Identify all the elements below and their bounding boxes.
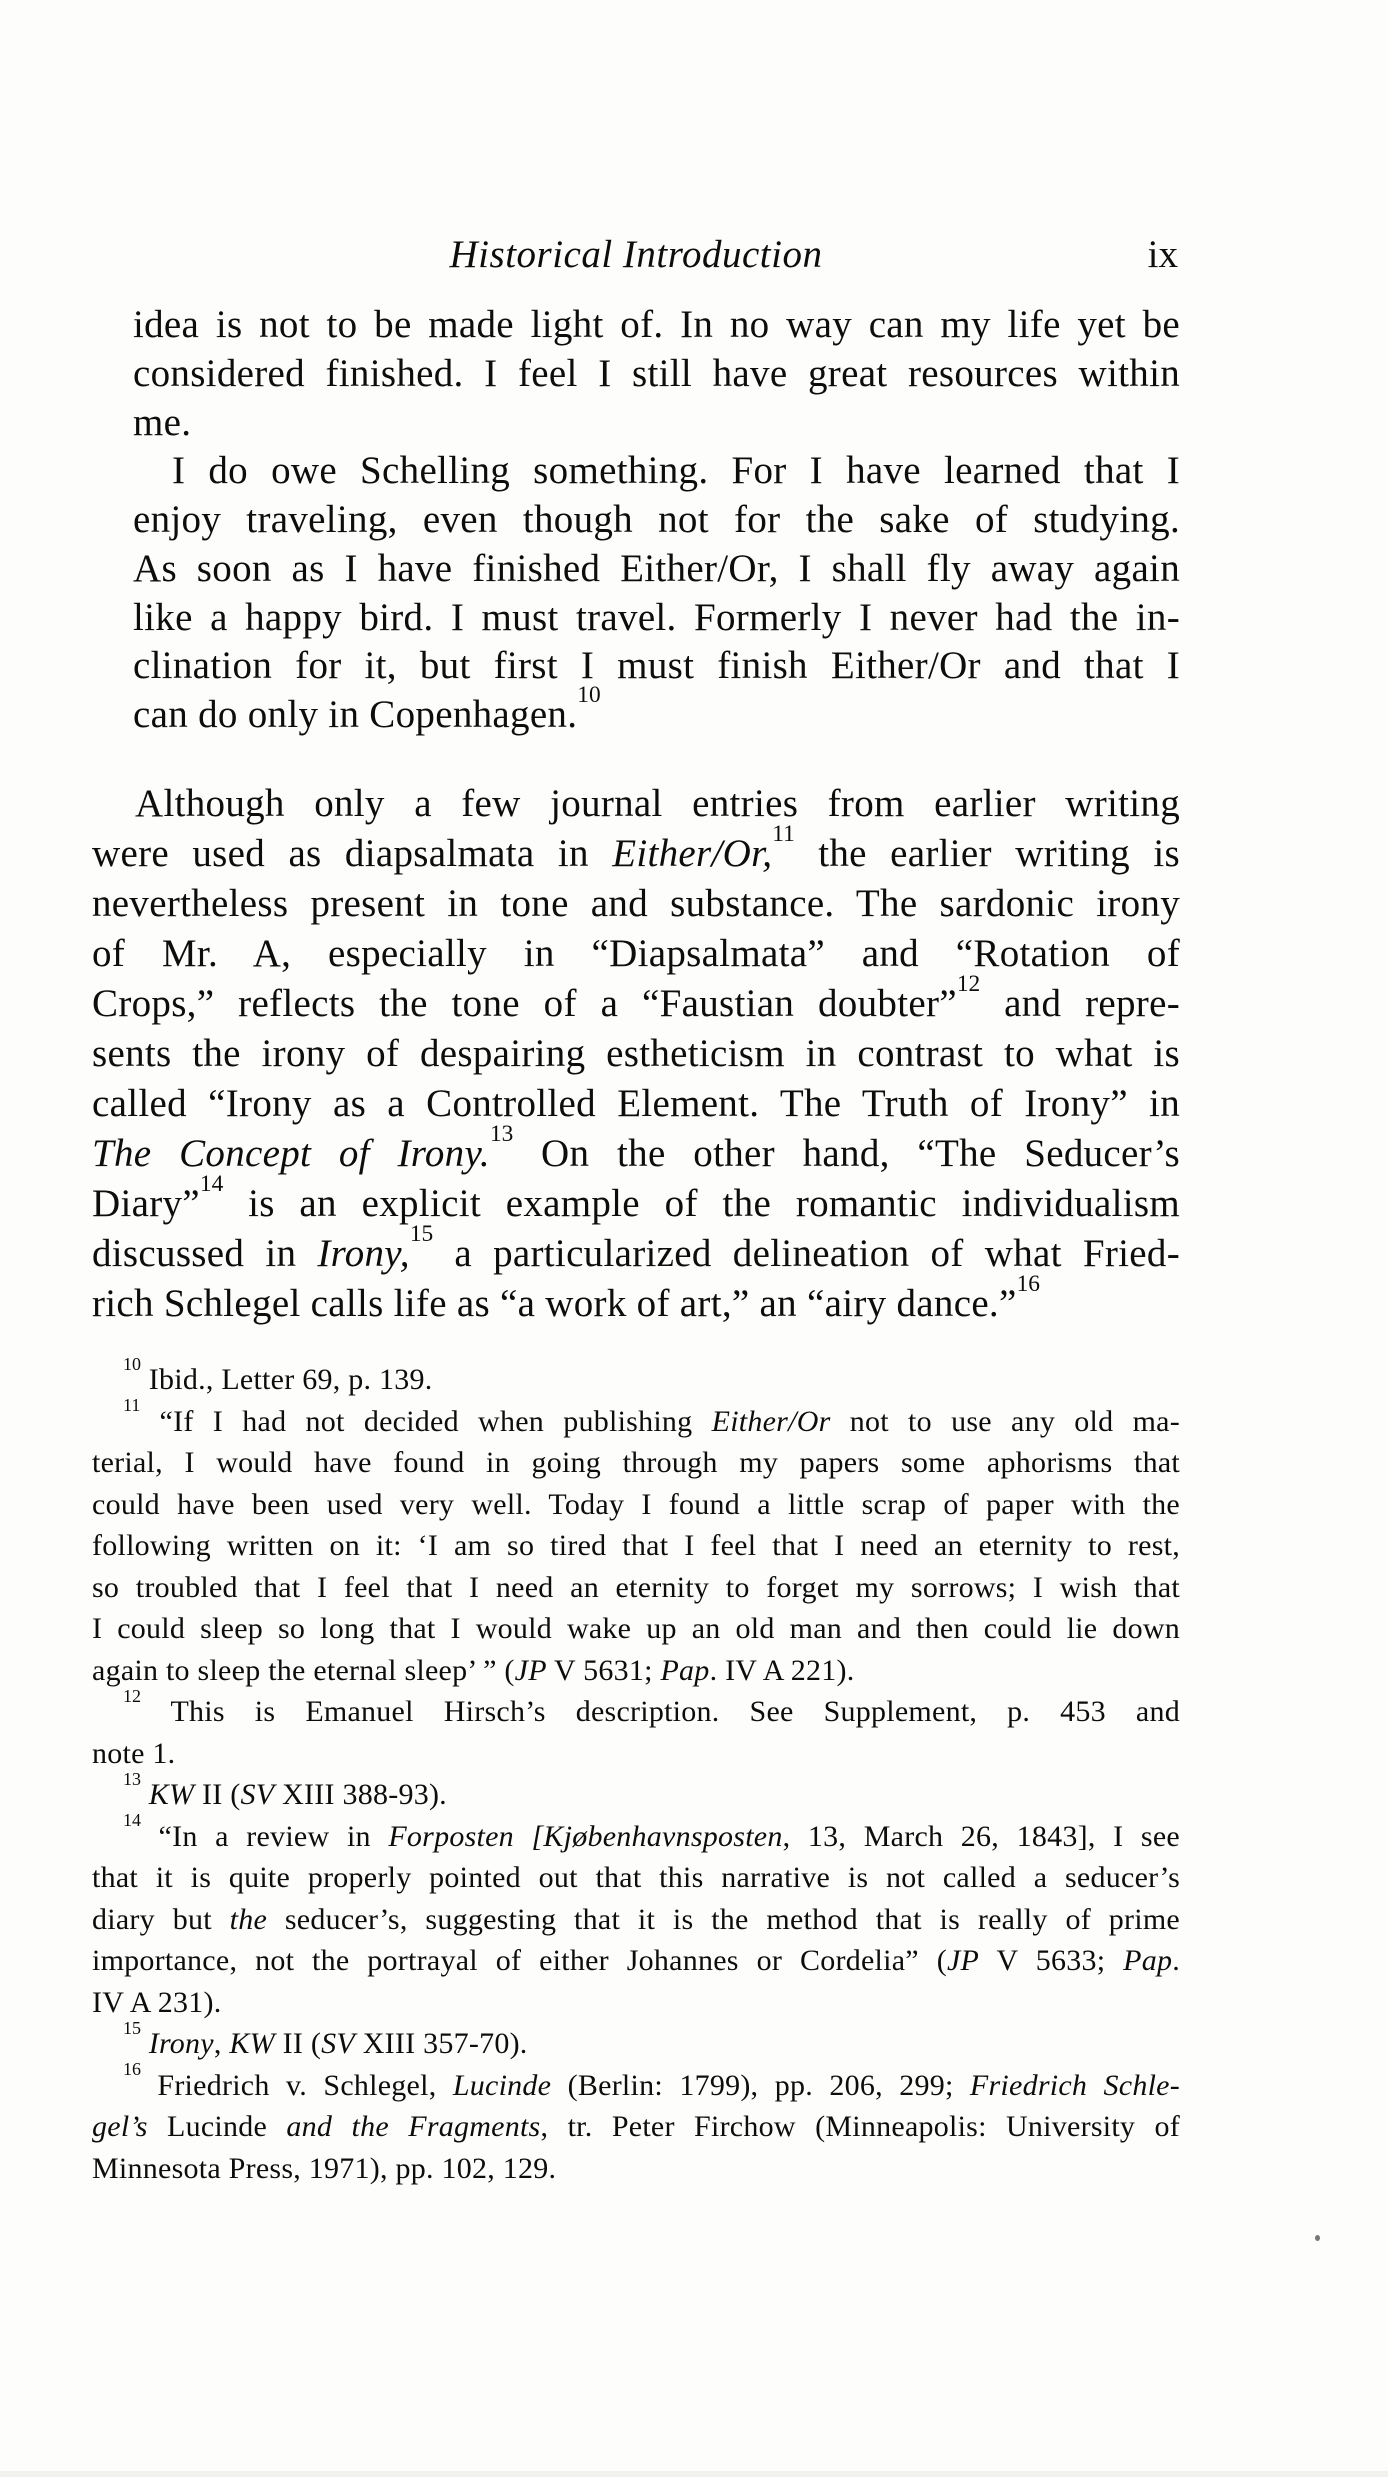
footnote-line [92, 1810, 1180, 1858]
text-run: again to sleep the eternal sleep’ ” ( [92, 1653, 515, 1687]
text-run: a particularized delineation of what Fried- [433, 1232, 1180, 1275]
text-run: “If I had not decided when publishing [140, 1404, 712, 1438]
text-run: On the other hand, “The Seducer’s [513, 1132, 1180, 1175]
italic-text: Friedrich Schle- [969, 2068, 1180, 2102]
text-run: could have been used very well. Today I found a little scrap of paper with the [92, 1487, 1180, 1521]
body-line [92, 1029, 1180, 1079]
italic-text: SV [240, 1778, 275, 1811]
italic-text: JP [514, 1653, 547, 1687]
body-line [92, 1079, 1180, 1129]
text-run [141, 2027, 149, 2060]
text-run: idea is not to be made light of. In no way can my life yet be [133, 303, 1180, 346]
footnote-line [92, 1685, 1180, 1733]
footnote-line [92, 1353, 1180, 1401]
text-run: sents the irony of despairing estheticism in contrast to what is [92, 1032, 1180, 1075]
text-run: nevertheless present in tone and substance. The sardonic irony [92, 882, 1180, 925]
footnote-reference: 10 [577, 682, 601, 709]
footnote-reference: 16 [1016, 1271, 1040, 1298]
text-run: . [1172, 1944, 1180, 1977]
text-run: This is Emanuel Hirsch’s description. See Supplement, p. 453 and [141, 1695, 1180, 1728]
running-head [92, 232, 1180, 278]
footnote-reference: 10 [123, 1353, 141, 1374]
quote-line [133, 496, 1180, 545]
text-run: of Mr. A, especially in “Diapsalmata” and “Rotation of [92, 932, 1180, 975]
footnote-reference: 12 [123, 1685, 141, 1706]
text-run: diary but [92, 1902, 230, 1936]
body-line [92, 971, 1180, 1029]
text-run [141, 1778, 149, 1811]
text-run: considered finished. I feel I still have great resources within [133, 351, 1180, 395]
text-run: Minnesota Press, 1971), pp. 102, 129. [92, 2151, 557, 2185]
footnote-line [92, 1567, 1180, 1609]
text-run: XIII 357-70). [354, 2027, 528, 2060]
quote-line [133, 399, 1180, 448]
footnote-line [92, 1733, 1180, 1775]
footnote-line [92, 1395, 1180, 1443]
footnote-line [92, 1608, 1180, 1650]
footnote-reference: 14 [199, 1171, 224, 1198]
text-run: V 5631; [546, 1653, 661, 1687]
block-quote [133, 301, 1180, 740]
text-run: , 13, March 26, 1843], I see [782, 1819, 1180, 1853]
quote-line [133, 545, 1180, 594]
footnote-reference: 13 [489, 1121, 514, 1148]
footnote-line [92, 1940, 1180, 1982]
footnote-reference: 13 [123, 1768, 141, 1789]
body-line [92, 929, 1180, 979]
footnote-line [92, 2017, 1180, 2065]
footnote-line [92, 1650, 1180, 1692]
footnote-reference: 15 [123, 2017, 141, 2038]
text-run: the earlier writing is [794, 832, 1180, 875]
footnote-reference: 12 [956, 971, 981, 998]
italic-text: KW [148, 1778, 195, 1811]
page-bottom-edge [0, 2471, 1388, 2477]
text-run: like a happy bird. I must travel. Formerly I never had the in- [133, 595, 1180, 639]
text-run: clination for it, but first I must finish Either/Or and that I [133, 644, 1180, 688]
italic-text: Irony [148, 2027, 214, 2060]
text-run: Crops,” reflects the tone of a “Faustian doubter” [92, 982, 957, 1025]
italic-text: Either/Or [711, 1404, 831, 1438]
body-line [92, 1271, 1180, 1329]
text-run: not to use any old ma- [830, 1404, 1180, 1438]
italic-text: Pap [1123, 1944, 1173, 1977]
text-run: As soon as I have finished Either/Or, I shall fly away again [133, 546, 1180, 590]
main-text [92, 779, 1180, 1329]
text-run: is an explicit example of the romantic individualism [223, 1182, 1180, 1225]
italic-text: KW [229, 2027, 275, 2060]
quote-line [133, 642, 1180, 691]
footnote-reference: 11 [772, 821, 795, 848]
italic-text: the [229, 1902, 268, 1936]
text-run: called “Irony as a Controlled Element. The Truth of Irony” in [92, 1082, 1180, 1125]
body-line [92, 879, 1180, 929]
text-run: Ibid., Letter 69, p. 139. [141, 1363, 433, 1396]
footnote-line [92, 1525, 1180, 1567]
italic-text: Pap [660, 1653, 710, 1687]
body-line [92, 779, 1180, 829]
text-run: note 1. [92, 1736, 176, 1770]
quote-line [133, 682, 1180, 740]
footnote-line [92, 1899, 1180, 1941]
footnote-line [92, 2148, 1180, 2190]
italic-text: Either/Or, [612, 832, 773, 875]
footnote-reference: 14 [123, 1810, 141, 1831]
footnote-reference: 16 [123, 2059, 141, 2080]
quote-line [133, 447, 1180, 496]
text-run: “In a review in [141, 1819, 389, 1853]
text-run: so troubled that I feel that I need an eternity to forget my sorrows; I wish that [92, 1570, 1180, 1604]
page-number: ix [1147, 233, 1178, 276]
running-head-title: Historical Introduction [449, 233, 823, 276]
italic-text: JP [946, 1944, 980, 1977]
scan-artifact [1315, 2235, 1320, 2241]
text-run: enjoy traveling, even though not for the sake of studying. [133, 498, 1180, 541]
text-run: . IV A 221). [709, 1653, 855, 1687]
text-run: were used as diapsalmata in [92, 832, 613, 875]
text-run: rich Schlegel calls life as “a work of art,” an “airy dance.” [92, 1282, 1017, 1325]
text-run: discussed in [92, 1232, 318, 1275]
italic-text: gel’s [92, 2110, 148, 2143]
text-run: I do owe Schelling something. For I have learned that I [172, 449, 1180, 493]
text-run: II ( [194, 1778, 241, 1811]
italic-text: and the Fragments [286, 2110, 541, 2143]
footnote-reference: 15 [409, 1221, 434, 1248]
body-line [92, 1171, 1180, 1229]
footnote-reference: 11 [123, 1395, 141, 1416]
footnotes [92, 1353, 1180, 2189]
text-run: Friedrich v. Schlegel, [141, 2068, 453, 2102]
quote-line [133, 594, 1180, 643]
footnote-line [92, 1768, 1180, 1816]
text-run: V 5633; [979, 1944, 1124, 1977]
text-run: following written on it: ‘I am so tired that I feel that I need an eternity to rest, [92, 1529, 1180, 1562]
text-run: seducer’s, suggesting that it is the method that is really of prime [267, 1902, 1180, 1936]
text-run: II ( [274, 2027, 322, 2060]
text-run: (Berlin: 1799), pp. 206, 299; [551, 2068, 970, 2102]
italic-text: Irony, [317, 1232, 410, 1275]
text-run: Although only a few journal entries from earlier writing [135, 782, 1180, 825]
body-line [92, 1121, 1180, 1179]
footnote-line [92, 2106, 1180, 2148]
text-run: can do only in Copenhagen. [133, 693, 578, 736]
quote-line [133, 350, 1180, 399]
text-run: me. [133, 400, 192, 444]
footnote-line [92, 1857, 1180, 1899]
text-run: importance, not the portrayal of either Johannes or Cordelia” ( [92, 1944, 947, 1977]
text-run: and repre- [980, 982, 1180, 1025]
text-run: that it is quite properly pointed out that this narrative is not called a seducer’s [92, 1861, 1180, 1894]
italic-text: Lucinde [452, 2068, 552, 2102]
text-run: , tr. Peter Firchow (Minneapolis: University of [540, 2110, 1180, 2143]
footnote-line [92, 1484, 1180, 1526]
text-run: terial, I would have found in going through my papers some aphorisms that [92, 1446, 1180, 1479]
text-run: Diary” [92, 1182, 200, 1225]
italic-text: SV [321, 2027, 355, 2060]
italic-text: The Concept of Irony. [92, 1132, 490, 1175]
italic-text: Forposten [Kjøbenhavnsposten [388, 1819, 783, 1853]
text-run: , [213, 2027, 230, 2060]
footnote-line [92, 2059, 1180, 2107]
quote-line [133, 301, 1180, 350]
text-run: XIII 388-93). [274, 1778, 447, 1811]
body-line [92, 821, 1180, 879]
text-run: IV A 231). [92, 1985, 222, 2019]
text-run: Lucinde [147, 2110, 287, 2143]
text-run: I could sleep so long that I would wake up an old man and then could lie down [92, 1612, 1180, 1645]
footnote-line [92, 1982, 1180, 2024]
footnote-line [92, 1442, 1180, 1484]
